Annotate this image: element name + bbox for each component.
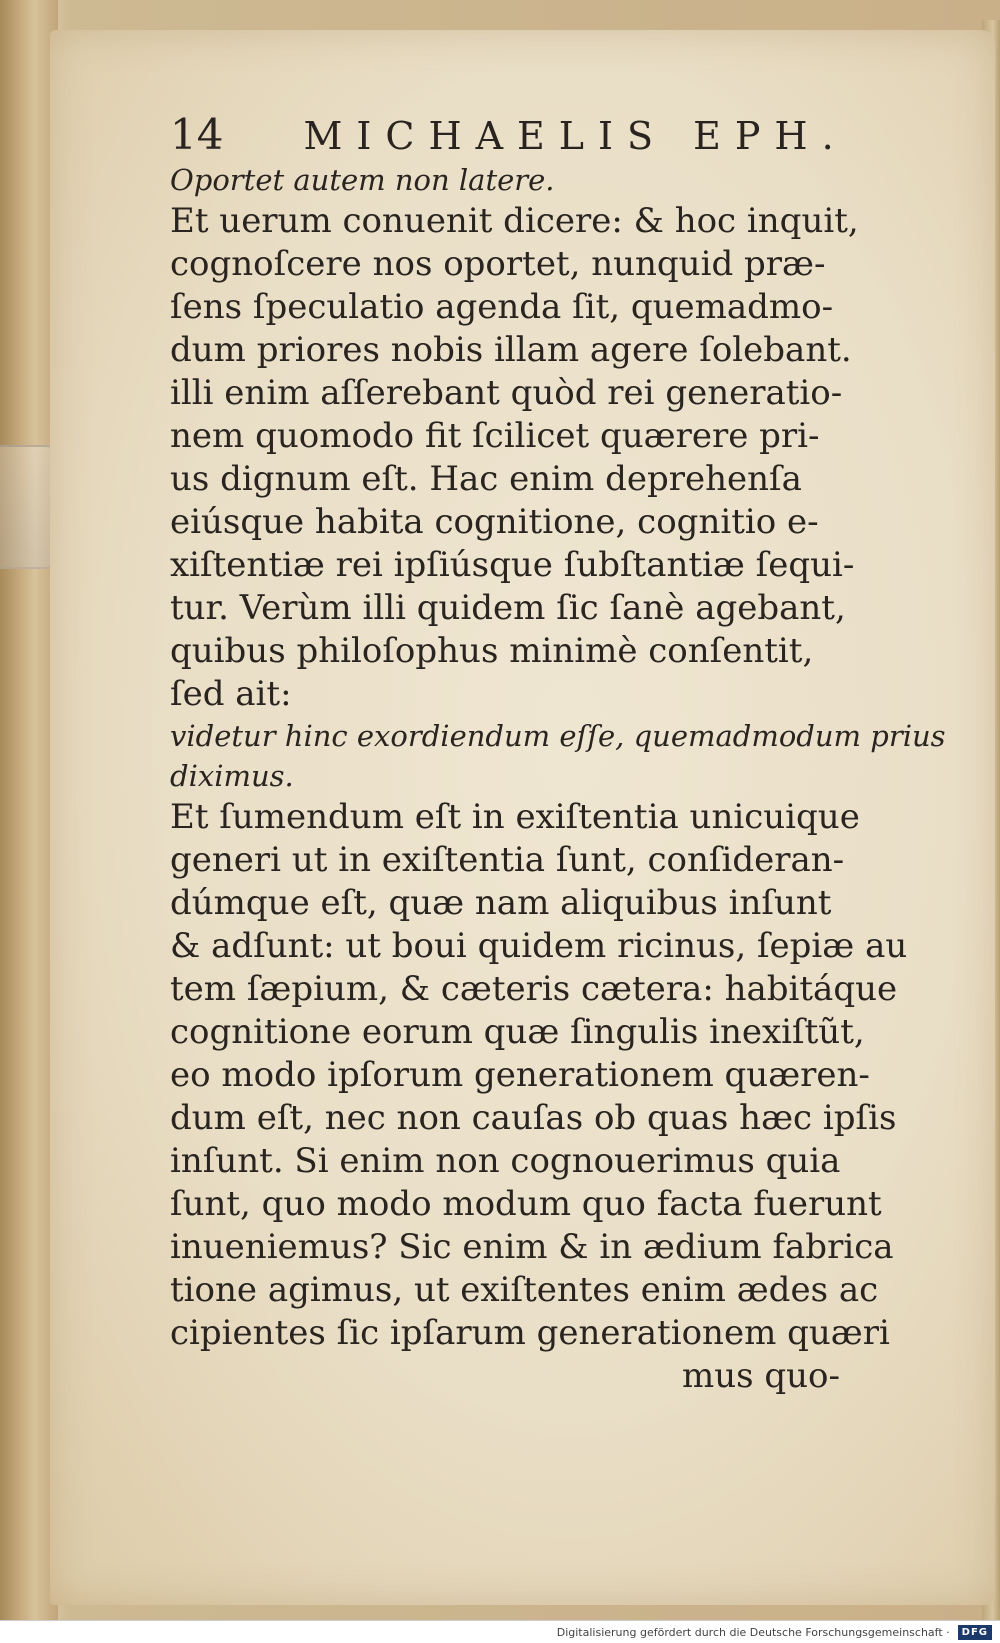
text-line: Et ſumendum eſt in exiſtentia unicuique: [170, 797, 860, 837]
text-line: dúmque eſt, quæ nam aliquibus inſunt: [170, 883, 832, 923]
dfg-logo: DFG: [958, 1625, 992, 1640]
text-line: ſens ſpeculatio agenda ſit, quemadmo-: [170, 287, 834, 327]
text-line: dum eſt, nec non cauſas ob quas hæc ipſis: [170, 1098, 897, 1138]
text-line: Oportet autem non latere.: [170, 163, 555, 197]
text-line: dum priores nobis illam agere ſolebant.: [170, 330, 852, 370]
text-line: cipientes ſic ipſarum generationem quæri: [170, 1313, 890, 1353]
text-line: eo modo ipſorum generationem quæren-: [170, 1055, 870, 1095]
funding-credit: Digitalisierung gefördert durch die Deutsche Forschungsgemeinschaft ·: [556, 1625, 950, 1639]
page-number: 14: [170, 110, 224, 159]
text-line: tur. Verùm illi quidem ſic ſanè agebant,: [170, 588, 846, 628]
digitization-footer: [0, 1620, 1000, 1643]
text-line: eiúsque habita cognitione, cognitio e-: [170, 502, 819, 542]
text-line: diximus.: [170, 759, 294, 793]
text-line: videtur hinc exordiendum eſſe, quemadmodum prius: [170, 719, 946, 753]
text-body: [170, 160, 946, 1398]
text-line: nem quomodo fit ſcilicet quærere pri-: [170, 416, 820, 456]
text-line: quibus philoſophus minimè conſentit,: [170, 631, 814, 671]
running-title: MICHAELIS EPH.: [303, 114, 848, 158]
text-line: ſed ait:: [170, 674, 292, 714]
text-line: Et uerum conuenit dicere: & hoc inquit,: [170, 201, 859, 241]
text-line: us dignum eſt. Hac enim deprehenſa: [170, 459, 802, 499]
text-line: tione agimus, ut exiſtentes enim ædes ac: [170, 1270, 879, 1310]
catchword: mus quo-: [681, 1356, 840, 1396]
text-line: & adſunt: ut boui quidem ricinus, ſepiæ au: [170, 926, 908, 966]
text-line: generi ut in exiſtentia ſunt, conſideran-: [170, 840, 845, 880]
text-line: cognitione eorum quæ ſingulis inexiſtũt,: [170, 1012, 865, 1052]
text-line: tem ſæpium, & cæteris cætera: habitáque: [170, 969, 898, 1009]
text-line: inueniemus? Sic enim & in ædium fabrica: [170, 1227, 894, 1267]
text-line: inſunt. Si enim non cognouerimus quia: [170, 1141, 841, 1181]
text-line: xiſtentiæ rei ipſiúsque ſubſtantiæ ſequi-: [170, 545, 855, 585]
running-head: [170, 110, 860, 160]
text-line: ſunt, quo modo modum quo facta fuerunt: [170, 1184, 882, 1224]
text-line: illi enim aſſerebant quòd rei generatio-: [170, 373, 843, 413]
page-text: [170, 110, 946, 1398]
text-line: cognoſcere nos oportet, nunquid præ-: [170, 244, 826, 284]
